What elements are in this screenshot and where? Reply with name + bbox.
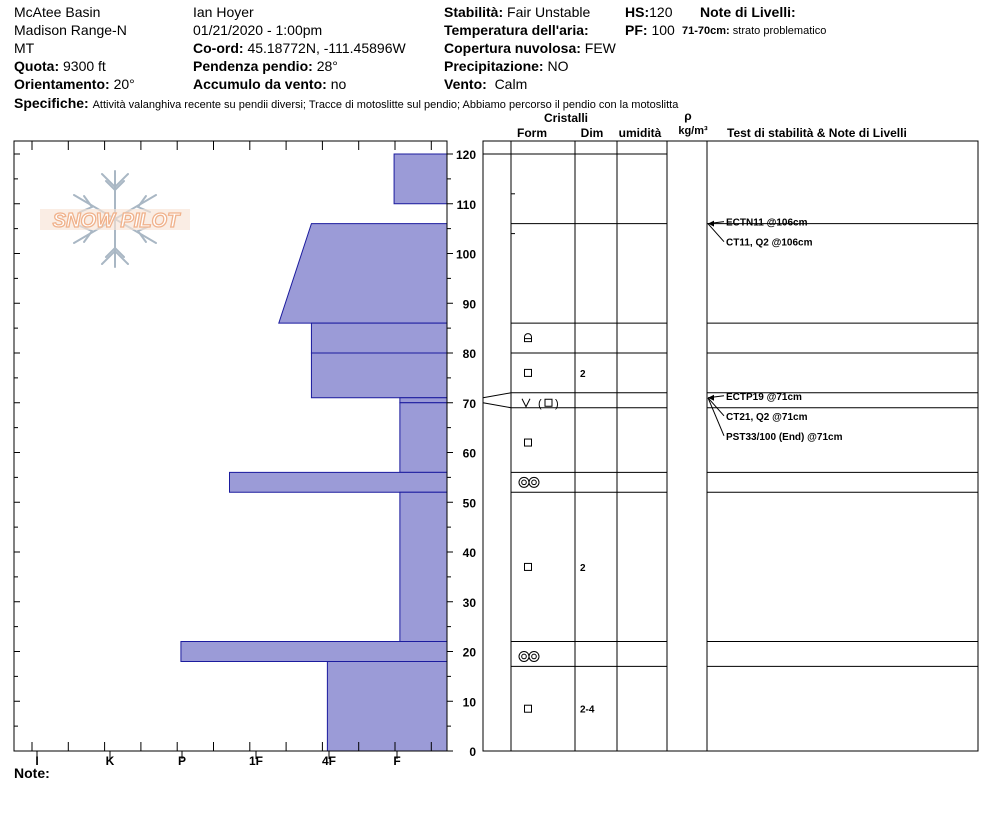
layer-note-range: 71-70cm: (682, 25, 730, 37)
elevation-label: Quota: (14, 58, 60, 74)
note-label: Note: (14, 765, 50, 781)
stability-label: Stabilità: (444, 4, 504, 20)
slope-value: 28° (316, 58, 338, 74)
height-tick-label: 110 (456, 197, 476, 212)
melt-form-icon (519, 651, 529, 661)
hardness-tick-label: K (105, 754, 115, 768)
wind-loading-value: no (330, 76, 347, 92)
wind-value: Calm (494, 76, 528, 92)
crystal-table-frame (483, 141, 978, 751)
hardness-layer (400, 403, 447, 473)
hardness-layer (311, 323, 447, 353)
hardness-layer (181, 642, 447, 662)
stability-test-label: CT11, Q2 @106cm (726, 237, 813, 249)
snowpilot-logo (40, 171, 190, 267)
tests-heading: Test di stabilità & Note di Livelli (727, 126, 907, 140)
melt-form-icon (519, 477, 529, 487)
hs-value: 120 (649, 4, 673, 20)
form-heading: Form (517, 126, 547, 140)
height-tick-label: 80 (462, 347, 476, 361)
specifics-label: Specifiche: (14, 95, 89, 111)
hardness-tick-label: I (35, 754, 39, 768)
height-tick-label: 30 (462, 595, 476, 610)
observation-datetime: 01/21/2020 - 1:00pm (193, 22, 323, 38)
precip-value: NO (547, 58, 569, 74)
wind-loading-label: Accumulo da vento: (193, 76, 327, 92)
height-tick-label: 0 (469, 745, 476, 759)
height-tick-label: 10 (462, 695, 476, 710)
logo-text: SNOW PILOT (52, 210, 180, 232)
aspect-value: 20° (113, 76, 135, 92)
test-arrow-icon (708, 221, 714, 227)
height-tick-label: 100 (455, 247, 476, 262)
hardness-layer (400, 398, 447, 403)
location-name: McAtee Basin (14, 4, 101, 20)
faceted-crystal-icon (525, 369, 532, 376)
height-tick-label: 60 (462, 446, 476, 461)
melt-form-icon (529, 477, 539, 487)
range-name: Madison Range-N (14, 22, 127, 38)
faceted-crystal-icon (545, 399, 552, 406)
hardness-layer (311, 353, 447, 398)
moisture-heading: umidità (618, 126, 662, 140)
observer-name: Ian Hoyer (193, 4, 254, 20)
bracket-close-icon: ) (555, 397, 559, 410)
stability-test-label: PST33/100 (End) @71cm (726, 431, 843, 443)
wind-label: Vento: (444, 76, 487, 92)
specifics-text: Attività valanghiva recente su pendii diversi; Tracce di motoslitte sul pendio; Abbiamo percorso il pendio con la motoslitta (92, 99, 679, 111)
crystal-size: 2 (580, 368, 586, 380)
layer-connector (483, 393, 511, 398)
coord-label: Co-ord: (193, 40, 244, 56)
melt-form-icon-inner (522, 480, 527, 485)
height-tick-label: 20 (462, 645, 476, 660)
coord-value: 45.18772N, -111.45896W (247, 40, 406, 56)
faceted-crystal-icon (525, 439, 532, 446)
test-leader (708, 398, 724, 416)
elevation-value: 9300 ft (63, 58, 106, 74)
pf-label: PF: (625, 22, 648, 38)
melt-form-icon-inner (522, 654, 527, 659)
height-tick-label: 70 (462, 396, 476, 411)
melt-form-icon (529, 651, 539, 661)
dim-heading: Dim (580, 126, 604, 140)
density-unit-heading: kg/m³ (678, 125, 708, 137)
cloud-value: FEW (584, 40, 616, 56)
crystal-size: 2-4 (580, 704, 595, 716)
slope-label: Pendenza pendio: (193, 58, 313, 74)
stability-value: Fair Unstable (507, 4, 591, 20)
hardness-tick-label: 4F (321, 754, 337, 768)
hardness-layer (394, 154, 447, 204)
state-name: MT (14, 40, 35, 56)
test-leader (708, 224, 724, 242)
crystal-size: 2 (580, 562, 586, 574)
hardness-layers (181, 154, 447, 751)
surface-hoar-icon (522, 399, 530, 407)
layer-connector (483, 403, 511, 408)
faceted-crystal-icon (525, 563, 532, 570)
stability-test-label: ECTP19 @71cm (726, 391, 802, 403)
layer-note-text: strato problematico (732, 25, 827, 37)
test-leader (708, 398, 724, 436)
hardness-layer (400, 492, 447, 641)
crystal-forms (519, 334, 595, 716)
hardness-tick-label: 1F (248, 754, 264, 768)
precip-label: Precipitazione: (444, 58, 544, 74)
height-tick-label: 120 (455, 148, 476, 162)
height-tick-label: 40 (462, 546, 476, 560)
rho-heading: ρ (684, 109, 692, 123)
aspect-label: Orientamento: (14, 76, 110, 92)
layer-boundary-lines (483, 154, 978, 666)
hardness-layer (230, 472, 448, 492)
bracket-open-icon: ( (538, 397, 542, 410)
melt-form-icon-inner (532, 480, 537, 485)
hardness-tick-label: F (393, 754, 401, 768)
height-tick-label: 90 (462, 297, 476, 312)
stability-test-label: ECTN11 @106cm (726, 217, 808, 229)
pf-value: 100 (651, 22, 675, 38)
crystals-heading: Cristalli (543, 111, 589, 125)
hardness-layer (327, 661, 447, 751)
melt-form-icon-inner (532, 654, 537, 659)
hs-label: HS: (625, 4, 650, 20)
faceted-crystal-icon (525, 705, 532, 712)
layer-notes-label: Note di Livelli: (700, 4, 796, 20)
cloud-label: Copertura nuvolosa: (444, 40, 581, 56)
air-temp-label: Temperatura dell'aria: (444, 22, 589, 38)
rounding-faceted-icon (525, 334, 532, 342)
stability-test-label: CT21, Q2 @71cm (726, 411, 808, 423)
stability-tests (708, 218, 843, 443)
hardness-tick-label: P (177, 754, 187, 768)
hardness-layer (279, 224, 447, 324)
height-tick-label: 50 (462, 496, 476, 511)
